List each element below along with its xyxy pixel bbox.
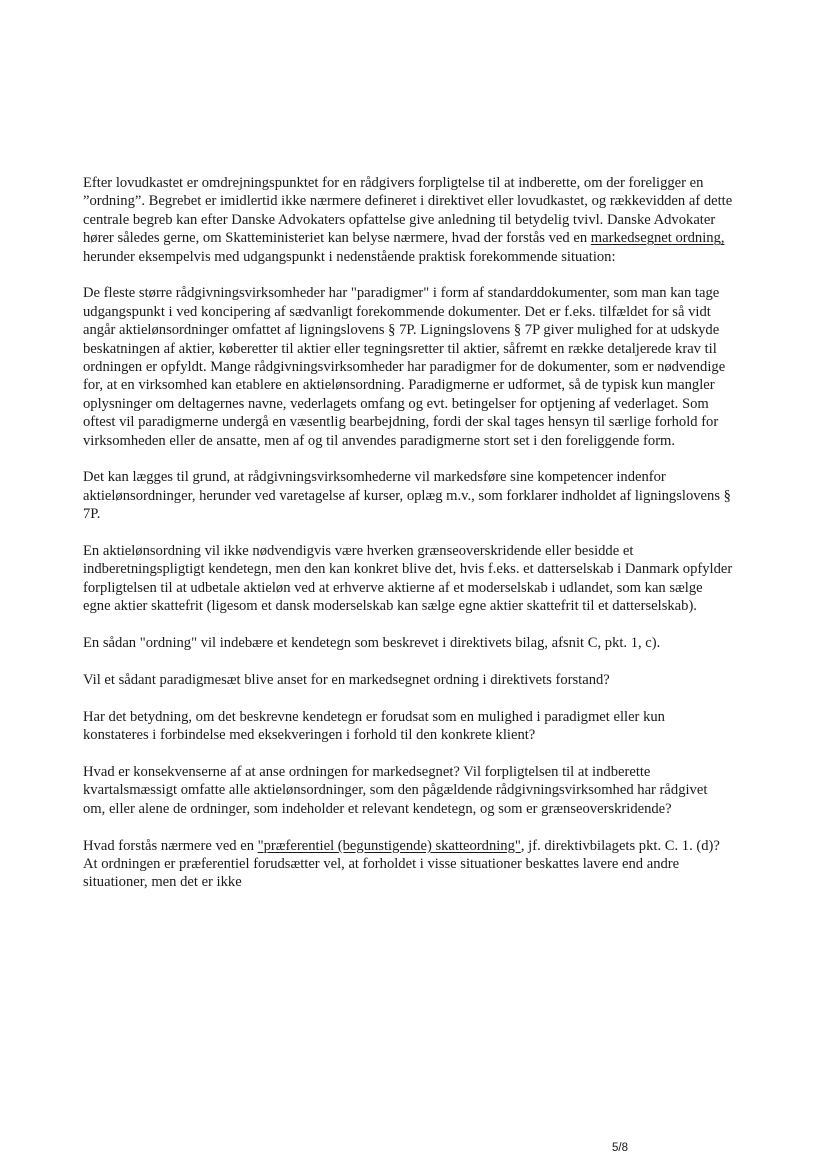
question-paradigmesaet: Vil et sådant paradigmesæt blive anset for en markedsegnet ordning i direktivets forstand?	[83, 671, 610, 688]
document-body	[83, 174, 733, 910]
question-betydning: Har det betydning, om det beskrevne kendetegn er forudsat som en mulighed i paradigmet eller kun konstateres i forbindelse med eksekveringen i forhold til den konkrete klient?	[83, 708, 665, 744]
paragraph-text: Hvad forstås nærmere ved en	[83, 837, 258, 854]
markedsegnet-ordning-link[interactable]: markedsegnet ordning,	[590, 230, 725, 247]
paragraph-text: Efter lovudkastet er omdrejningspunktet for en rådgivers forpligtelse til at indberette, om der foreligger en ”ordning”. Begrebet er imidlertid ikke nærmere defineret i direktivet eller lovudkastet, og rækkevidden af dette centrale begreb kan efter Danske Advokaters opfattelse give anledning til betydelig tvivl. Danske Advokater hører således gerne, om Skatteministeriet kan belyse nærmere, hvad der forstås ved en	[83, 175, 733, 247]
paragraph-markedsfoering: Det kan lægges til grund, at rådgivningsvirksomhederne vil markedsføre sine kompetencer indenfor aktielønsordninger, herunder ved varetagelse af kurser, oplæg m.v., som forklarer indholdet af ligningslovens § 7P.	[83, 469, 731, 523]
page-number: 5/8	[612, 1142, 628, 1154]
paragraph-text: herunder eksempelvis med udgangspunkt i nedenstående praktisk forekommende situation:	[83, 248, 616, 265]
paragraph-paradigmer: De fleste større rådgivningsvirksomheder har "paradigmer" i form af standarddokumenter, som man kan tage udgangspunkt i ved koncipering af sædvanligt forekommende dokumenter. Det er f.eks. tilfældet for så vidt angår aktielønsordninger omfattet af ligningslovens § 7P. Ligningslovens § 7P giver mulighed for at udskyde beskatningen af aktier, køberetter til aktier eller tegningsretter til aktier, såfremt en række detaljerede krav til ordningen er opfyldt. Mange rådgivningsvirksomheder har paradigmer for de dokumenter, som er nødvendige for, at en virksomhed kan etablere en aktielønsordning. Paradigmerne er udformet, så de typisk kun mangler oplysninger om deltagernes navne, vederlagets omfang og evt. betingelser for optjening af vederlaget. Som oftest vil paradigmerne undergå en væsentlig bearbejdning, fordi der skal tages hensyn til særlige forhold for virksomheden eller de ansatte, men af og til anvendes paradigmerne stort set i den foreliggende form.	[83, 285, 726, 449]
paragraph-ordning-definition	[83, 174, 733, 266]
question-konsekvenser: Hvad er konsekvenserne af at anse ordningen for markedsegnet? Vil forpligtelsen til at indberette kvartalsmæssigt omfatte alle aktielønsordninger, som den pågældende rådgivningsvirksomhed har rådgivet om, eller alene de ordninger, som indeholder et relevant kendetegn, og som er grænseoverskridende?	[83, 763, 708, 817]
paragraph-text: , jf. direktivbilagets pkt. C. 1. (d)? At ordningen er præferentiel forudsætter vel, at forholdet i visse situationer beskattes lavere end andre situationer, men det er ikke	[83, 837, 720, 891]
paragraph-aktieloensordning: En aktielønsordning vil ikke nødvendigvis være hverken grænseoverskridende eller besidde et indberetningspligtigt kendetegn, men den kan konkret blive det, hvis f.eks. et datterselskab i Danmark opfylder forpligtelsen til at udbetale aktieløn ved at erhverve aktierne af et moderselskab i udlandet, som kan sælge egne aktier skattefrit (ligesom et dansk moderselskab kan sælge egne aktier skattefrit til et datterselskab).	[83, 543, 733, 615]
paragraph-kendetegn: En sådan "ordning" vil indebære et kendetegn som beskrevet i direktivets bilag, afsnit C, pkt. 1, c).	[83, 635, 661, 652]
praeferentiel-skatteordning-link[interactable]: "præferentiel (begunstigende) skatteordning"	[257, 837, 521, 854]
question-praeferentiel	[83, 837, 733, 892]
